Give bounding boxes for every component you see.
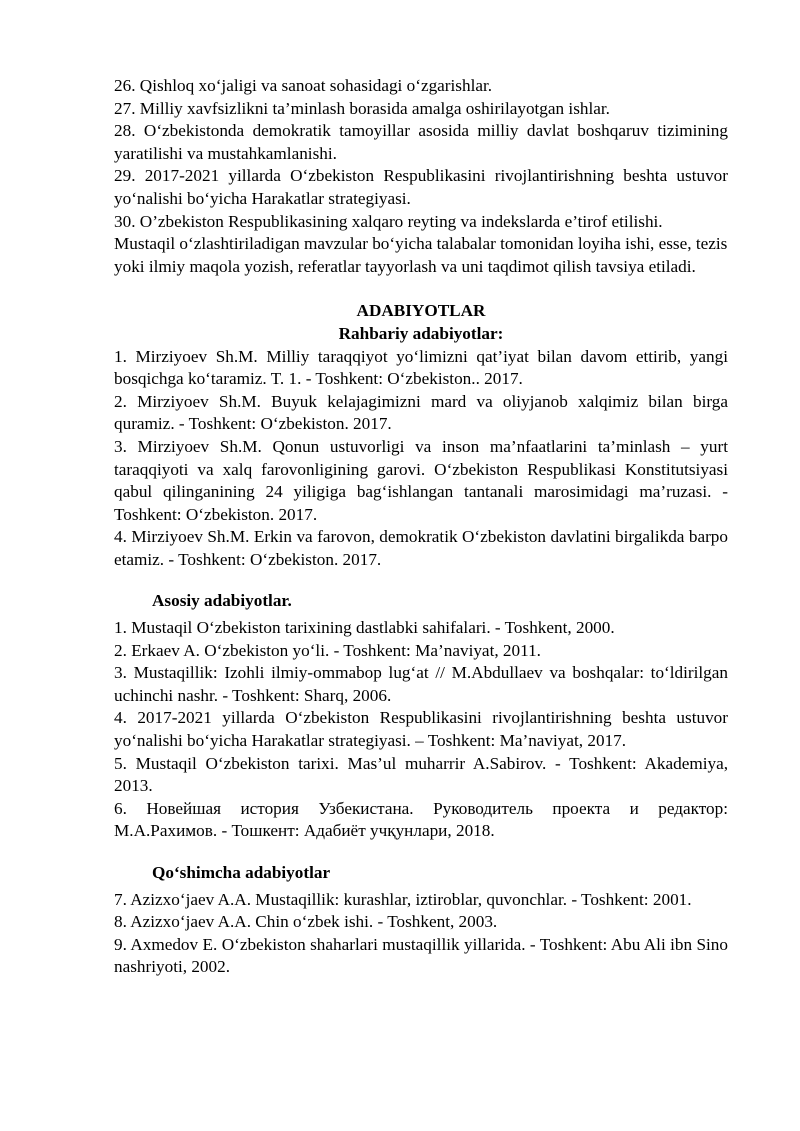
reference-item: 4. Mirziyoev Sh.M. Erkin va farovon, demokratik O‘zbekiston davlatini birgalikda barpo etamiz. - Toshkent: O‘zbekiston. 2017. [114, 527, 728, 569]
basic-literature-list [114, 617, 728, 843]
reference-item: 3. Mustaqillik: Izohli ilmiy-ommabop lug‘at // M.Abdullaev va boshqalar: to‘ldirilgan uchinchi nashr. - Toshkent: Sharq, 2006. [114, 663, 728, 705]
topic-item: 29. 2017-2021 yillarda O‘zbekiston Respublikasini rivojlantirishning beshta ustuvor yo‘nalishi bo‘yicha Harakatlar strategiyasi. [114, 166, 728, 208]
reference-item: 9. Axmedov E. O‘zbekiston shaharlari mustaqillik yillarida. - Toshkent: Abu Ali ibn Sino nashriyoti, 2002. [114, 934, 728, 977]
topic-item: 27. Milliy xavfsizlikni ta’minlash borasida amalga oshirilayotgan ishlar. [114, 98, 610, 118]
reference-item: 1. Mustaqil O‘zbekiston tarixining dastlabki sahifalari. - Toshkent, 2000. [114, 618, 615, 638]
reference-item: 3. Mirziyoev Sh.M. Qonun ustuvorligi va inson ma’nfaatlarini ta’minlash – yurt taraqqiyoti va xalq farovonligining garovi. O‘zbekiston Respublikasi Konstitutsiyasi qabul qilinganining 24 yiligiga bag‘ishlangan tantanali marosimidagi ma’ruzasi. - Toshkent: O‘zbekiston. 2017. [114, 436, 728, 524]
reference-item: 6. Новейшая история Узбекистана. Руководитель проекта и редактор: М.А.Рахимов. - Тошкент: Адабиёт учқунлари, 2018. [114, 798, 728, 841]
topics-list [114, 75, 728, 233]
additional-literature-list [114, 889, 728, 979]
additional-literature-title: Qo‘shimcha adabiyotlar [152, 863, 331, 882]
reference-item: 2. Erkaev A. O‘zbekiston yo‘li. - Toshkent: Ma’naviyat, 2011. [114, 640, 541, 660]
document-page [114, 75, 728, 979]
reference-item: 2. Mirziyoev Sh.M. Buyuk kelajagimizni mard va oliyjanob xalqimiz bilan birga quramiz. - Toshkent: O‘zbekiston. 2017. [114, 391, 728, 434]
reference-item: 5. Mustaqil O‘zbekiston tarixi. Mas’ul muharrir A.Sabirov. - Toshkent: Akademiya, 2013. [114, 753, 728, 796]
independent-study-note: Mustaqil o‘zlashtiriladigan mavzular bo‘yicha talabalar tomonidan loyiha ishi, esse, tezis yoki ilmiy maqola yozish, referatlar tayyorlash va uni taqdimot qilish tavsiya etiladi. [114, 234, 728, 276]
topic-item: 30. O’zbekiston Respublikasining xalqaro reyting va indekslarda e’tirof etilishi. [114, 211, 663, 231]
reference-item: 8. Azizxo‘jaev A.A. Chin o‘zbek ishi. - Toshkent, 2003. [114, 912, 498, 932]
reference-item: 1. Mirziyoev Sh.M. Milliy taraqqiyot yo‘limizni qat’iyat bilan davom ettirib, yangi bosqichga ko‘taramiz. T. 1. - Toshkent: O‘zbekiston.. 2017. [114, 346, 728, 389]
guidance-literature-list [114, 346, 728, 572]
guidance-literature-title: Rahbariy adabiyotlar: [338, 323, 504, 343]
topic-item: 28. O‘zbekistonda demokratik tamoyillar asosida milliy davlat boshqaruv tizimining yaratilishi va mustahkamlanishi. [114, 121, 728, 163]
basic-literature-title: Asosiy adabiyotlar. [152, 591, 292, 611]
literature-title: ADABIYOTLAR [356, 301, 486, 321]
reference-item: 7. Azizxo‘jaev A.A. Mustaqillik: kurashlar, iztiroblar, quvonchlar. - Toshkent: 2001. [114, 889, 692, 909]
topic-item: 26. Qishloq xo‘jaligi va sanoat sohasidagi o‘zgarishlar. [114, 76, 493, 95]
reference-item: 4. 2017-2021 yillarda O‘zbekiston Respublikasini rivojlantirishning beshta ustuvor yo‘nalishi bo‘yicha Harakatlar strategiyasi. – Toshkent: Ma’naviyat, 2017. [114, 708, 728, 751]
